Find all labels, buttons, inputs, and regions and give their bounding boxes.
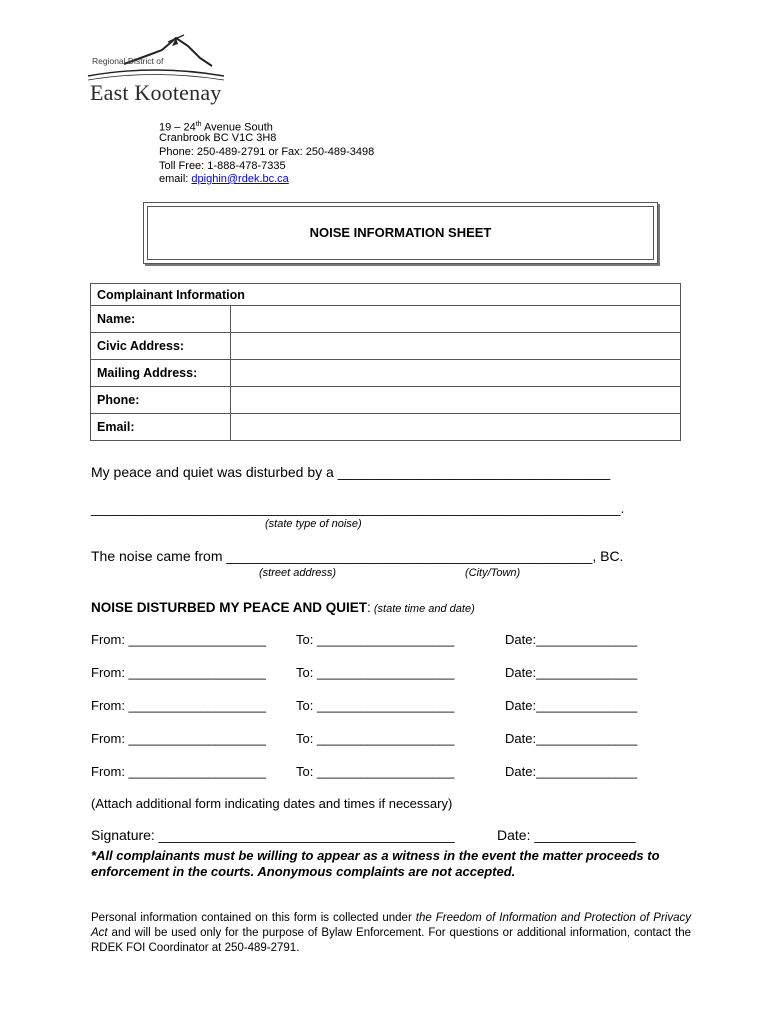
noise-location-line[interactable]: The noise came from _______________________________________________, BC. — [91, 548, 624, 564]
phone-field[interactable] — [231, 387, 681, 414]
title-box — [143, 202, 658, 264]
to-field[interactable]: To: ___________________ — [296, 632, 455, 647]
noise-type-hint: (state type of noise) — [265, 518, 362, 530]
mailing-address-label: Mailing Address: — [91, 360, 231, 387]
name-label: Name: — [91, 306, 231, 333]
email-label: Email: — [91, 414, 231, 441]
noise-type-line[interactable]: ____________________________________________________________________. — [91, 500, 625, 516]
attach-note: (Attach additional form indicating dates and times if necessary) — [91, 796, 453, 811]
from-field[interactable]: From: ___________________ — [91, 632, 266, 647]
complainant-header: Complainant Information — [91, 284, 681, 306]
date-field[interactable]: Date:______________ — [505, 731, 638, 746]
page-title: NOISE INFORMATION SHEET — [309, 225, 492, 240]
privacy-notice: Personal information contained on this form is collected under the Freedom of Information and Protection of Privacy Act and will be used only for the purpose of Bylaw Enforcement. For questions or additional information, contact the RDEK FOI Coordinator at 250-489-2791. — [91, 912, 691, 954]
from-field[interactable]: From: ___________________ — [91, 764, 266, 779]
mailing-address-field[interactable] — [231, 360, 681, 387]
to-field[interactable]: To: ___________________ — [296, 698, 455, 713]
to-field[interactable]: To: ___________________ — [296, 665, 455, 680]
email-link[interactable]: dpighin@rdek.bc.ca — [191, 173, 289, 185]
date-field[interactable]: Date:______________ — [505, 665, 638, 680]
address-phone: Phone: 250-489-2791 or Fax: 250-489-3498 — [159, 146, 375, 158]
from-field[interactable]: From: ___________________ — [91, 731, 266, 746]
from-field[interactable]: From: ___________________ — [91, 665, 266, 680]
address-toll-free: Toll Free: 1-888-478-7335 — [159, 160, 286, 172]
street-address-hint: (street address) — [259, 567, 337, 579]
phone-label: Phone: — [91, 387, 231, 414]
city-town-hint: (City/Town) — [465, 567, 521, 579]
address-street: 19 – 24th Avenue South — [159, 121, 273, 134]
to-field[interactable]: To: ___________________ — [296, 731, 455, 746]
date-field[interactable]: Date:______________ — [505, 764, 638, 779]
address-email: email: dpighin@rdek.bc.ca — [159, 173, 289, 185]
signature-date-field[interactable]: Date: _____________ — [497, 827, 636, 843]
signature-field[interactable]: Signature: ______________________________________ — [91, 827, 455, 843]
email-field[interactable] — [231, 414, 681, 441]
to-field[interactable]: To: ___________________ — [296, 764, 455, 779]
civic-address-field[interactable] — [231, 333, 681, 360]
disturbed-heading: NOISE DISTURBED MY PEACE AND QUIET: (state time and date) — [91, 600, 475, 615]
date-field[interactable]: Date:______________ — [505, 632, 638, 647]
address-city: Cranbrook BC V1C 3H8 — [159, 132, 277, 144]
from-field[interactable]: From: ___________________ — [91, 698, 266, 713]
name-field[interactable] — [231, 306, 681, 333]
logo-small-text: Regional District of — [92, 56, 164, 66]
disturbed-by-line[interactable]: My peace and quiet was disturbed by a ___________________________________ — [91, 464, 611, 480]
civic-address-label: Civic Address: — [91, 333, 231, 360]
witness-warning: *All complainants must be willing to appear as a witness in the event the matter proceeds to enforcement in the courts. Anonymous complaints are not accepted. — [91, 848, 660, 879]
date-field[interactable]: Date:______________ — [505, 698, 638, 713]
logo-big-text: East Kootenay — [90, 80, 222, 105]
complainant-table — [90, 283, 681, 441]
